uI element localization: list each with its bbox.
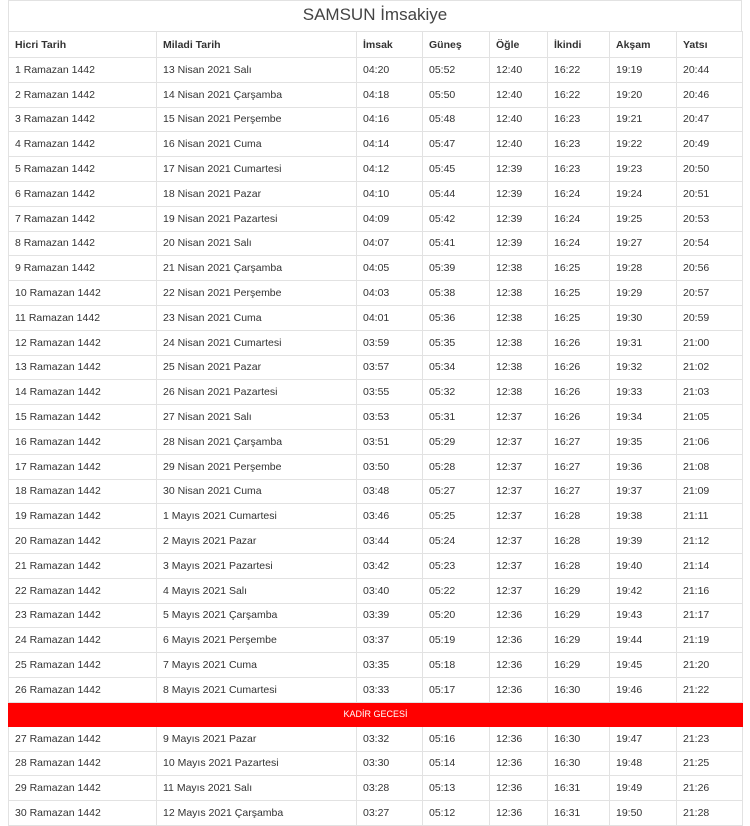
aksam-cell: 19:32 (610, 355, 677, 380)
table-row (9, 504, 743, 529)
gunes-cell: 05:35 (423, 330, 490, 355)
hicri-tarih-cell: 15 Ramazan 1442 (9, 405, 157, 430)
aksam-cell: 19:31 (610, 330, 677, 355)
miladi-tarih-cell: 2 Mayıs 2021 Pazar (157, 529, 357, 554)
aksam-cell: 19:34 (610, 405, 677, 430)
table-row (9, 157, 743, 182)
yatsi-cell: 21:25 (677, 751, 743, 776)
ogle-cell: 12:36 (490, 653, 548, 678)
miladi-tarih-cell: 15 Nisan 2021 Perşembe (157, 107, 357, 132)
imsak-cell: 03:35 (357, 653, 423, 678)
miladi-tarih-cell: 16 Nisan 2021 Cuma (157, 132, 357, 157)
hicri-tarih-cell: 30 Ramazan 1442 (9, 801, 157, 826)
ikindi-cell: 16:27 (548, 479, 610, 504)
ogle-cell: 12:36 (490, 751, 548, 776)
gunes-cell: 05:36 (423, 305, 490, 330)
miladi-tarih-cell: 1 Mayıs 2021 Cumartesi (157, 504, 357, 529)
yatsi-cell: 20:47 (677, 107, 743, 132)
aksam-cell: 19:50 (610, 801, 677, 826)
ogle-cell: 12:36 (490, 628, 548, 653)
imsak-cell: 03:46 (357, 504, 423, 529)
aksam-cell: 19:49 (610, 776, 677, 801)
kadir-gecesi-row (9, 702, 743, 726)
page-title: SAMSUN İmsakiye (8, 0, 742, 31)
yatsi-cell: 20:44 (677, 58, 743, 83)
imsak-cell: 03:28 (357, 776, 423, 801)
ogle-cell: 12:38 (490, 380, 548, 405)
ogle-cell: 12:37 (490, 479, 548, 504)
gunes-cell: 05:12 (423, 801, 490, 826)
ikindi-cell: 16:26 (548, 380, 610, 405)
aksam-cell: 19:46 (610, 677, 677, 702)
hicri-tarih-cell: 13 Ramazan 1442 (9, 355, 157, 380)
header-aksam: Akşam (610, 32, 677, 58)
table-row (9, 578, 743, 603)
aksam-cell: 19:35 (610, 429, 677, 454)
hicri-tarih-cell: 17 Ramazan 1442 (9, 454, 157, 479)
table-row (9, 330, 743, 355)
table-row (9, 677, 743, 702)
miladi-tarih-cell: 10 Mayıs 2021 Pazartesi (157, 751, 357, 776)
header-yatsi: Yatsı (677, 32, 743, 58)
imsak-cell: 03:44 (357, 529, 423, 554)
imsak-cell: 03:51 (357, 429, 423, 454)
yatsi-cell: 20:59 (677, 305, 743, 330)
ikindi-cell: 16:30 (548, 751, 610, 776)
hicri-tarih-cell: 1 Ramazan 1442 (9, 58, 157, 83)
ikindi-cell: 16:27 (548, 454, 610, 479)
table-row (9, 132, 743, 157)
ogle-cell: 12:40 (490, 107, 548, 132)
miladi-tarih-cell: 9 Mayıs 2021 Pazar (157, 726, 357, 751)
yatsi-cell: 21:28 (677, 801, 743, 826)
gunes-cell: 05:48 (423, 107, 490, 132)
imsak-cell: 03:27 (357, 801, 423, 826)
ikindi-cell: 16:25 (548, 256, 610, 281)
aksam-cell: 19:47 (610, 726, 677, 751)
gunes-cell: 05:29 (423, 429, 490, 454)
ikindi-cell: 16:28 (548, 553, 610, 578)
imsak-cell: 04:10 (357, 181, 423, 206)
ogle-cell: 12:37 (490, 429, 548, 454)
miladi-tarih-cell: 12 Mayıs 2021 Çarşamba (157, 801, 357, 826)
yatsi-cell: 21:20 (677, 653, 743, 678)
yatsi-cell: 21:23 (677, 726, 743, 751)
ikindi-cell: 16:22 (548, 82, 610, 107)
hicri-tarih-cell: 3 Ramazan 1442 (9, 107, 157, 132)
gunes-cell: 05:27 (423, 479, 490, 504)
miladi-tarih-cell: 14 Nisan 2021 Çarşamba (157, 82, 357, 107)
imsak-cell: 03:40 (357, 578, 423, 603)
ikindi-cell: 16:26 (548, 355, 610, 380)
yatsi-cell: 20:46 (677, 82, 743, 107)
gunes-cell: 05:52 (423, 58, 490, 83)
yatsi-cell: 21:17 (677, 603, 743, 628)
hicri-tarih-cell: 8 Ramazan 1442 (9, 231, 157, 256)
gunes-cell: 05:17 (423, 677, 490, 702)
gunes-cell: 05:25 (423, 504, 490, 529)
header-hicri-tarih: Hicri Tarih (9, 32, 157, 58)
hicri-tarih-cell: 29 Ramazan 1442 (9, 776, 157, 801)
ogle-cell: 12:36 (490, 603, 548, 628)
header-miladi-tarih: Miladi Tarih (157, 32, 357, 58)
ogle-cell: 12:37 (490, 529, 548, 554)
yatsi-cell: 21:09 (677, 479, 743, 504)
hicri-tarih-cell: 28 Ramazan 1442 (9, 751, 157, 776)
imsak-cell: 04:01 (357, 305, 423, 330)
header-ikindi: İkindi (548, 32, 610, 58)
table-row (9, 181, 743, 206)
table-row (9, 82, 743, 107)
gunes-cell: 05:31 (423, 405, 490, 430)
table-row (9, 256, 743, 281)
aksam-cell: 19:39 (610, 529, 677, 554)
yatsi-cell: 20:54 (677, 231, 743, 256)
ogle-cell: 12:37 (490, 454, 548, 479)
imsak-cell: 03:32 (357, 726, 423, 751)
aksam-cell: 19:37 (610, 479, 677, 504)
hicri-tarih-cell: 20 Ramazan 1442 (9, 529, 157, 554)
gunes-cell: 05:19 (423, 628, 490, 653)
ikindi-cell: 16:29 (548, 578, 610, 603)
imsak-cell: 03:30 (357, 751, 423, 776)
yatsi-cell: 21:08 (677, 454, 743, 479)
gunes-cell: 05:18 (423, 653, 490, 678)
aksam-cell: 19:29 (610, 281, 677, 306)
ogle-cell: 12:36 (490, 776, 548, 801)
table-body (9, 58, 743, 826)
table-row (9, 380, 743, 405)
ogle-cell: 12:39 (490, 231, 548, 256)
aksam-cell: 19:23 (610, 157, 677, 182)
gunes-cell: 05:41 (423, 231, 490, 256)
header-ogle: Öğle (490, 32, 548, 58)
miladi-tarih-cell: 22 Nisan 2021 Perşembe (157, 281, 357, 306)
aksam-cell: 19:45 (610, 653, 677, 678)
yatsi-cell: 21:00 (677, 330, 743, 355)
yatsi-cell: 21:14 (677, 553, 743, 578)
imsak-cell: 03:53 (357, 405, 423, 430)
table-row (9, 355, 743, 380)
imsak-cell: 04:20 (357, 58, 423, 83)
imsak-cell: 03:50 (357, 454, 423, 479)
aksam-cell: 19:22 (610, 132, 677, 157)
hicri-tarih-cell: 16 Ramazan 1442 (9, 429, 157, 454)
miladi-tarih-cell: 18 Nisan 2021 Pazar (157, 181, 357, 206)
gunes-cell: 05:22 (423, 578, 490, 603)
yatsi-cell: 20:53 (677, 206, 743, 231)
hicri-tarih-cell: 27 Ramazan 1442 (9, 726, 157, 751)
ikindi-cell: 16:23 (548, 157, 610, 182)
table-row (9, 305, 743, 330)
yatsi-cell: 20:50 (677, 157, 743, 182)
ogle-cell: 12:38 (490, 330, 548, 355)
hicri-tarih-cell: 12 Ramazan 1442 (9, 330, 157, 355)
hicri-tarih-cell: 19 Ramazan 1442 (9, 504, 157, 529)
table-row (9, 529, 743, 554)
miladi-tarih-cell: 30 Nisan 2021 Cuma (157, 479, 357, 504)
miladi-tarih-cell: 28 Nisan 2021 Çarşamba (157, 429, 357, 454)
hicri-tarih-cell: 2 Ramazan 1442 (9, 82, 157, 107)
gunes-cell: 05:24 (423, 529, 490, 554)
yatsi-cell: 20:56 (677, 256, 743, 281)
table-row (9, 107, 743, 132)
ikindi-cell: 16:24 (548, 181, 610, 206)
yatsi-cell: 20:57 (677, 281, 743, 306)
table-row (9, 726, 743, 751)
aksam-cell: 19:38 (610, 504, 677, 529)
aksam-cell: 19:33 (610, 380, 677, 405)
miladi-tarih-cell: 26 Nisan 2021 Pazartesi (157, 380, 357, 405)
gunes-cell: 05:45 (423, 157, 490, 182)
gunes-cell: 05:34 (423, 355, 490, 380)
gunes-cell: 05:28 (423, 454, 490, 479)
miladi-tarih-cell: 25 Nisan 2021 Pazar (157, 355, 357, 380)
ikindi-cell: 16:30 (548, 726, 610, 751)
imsak-cell: 04:12 (357, 157, 423, 182)
table-row (9, 603, 743, 628)
ogle-cell: 12:36 (490, 677, 548, 702)
gunes-cell: 05:50 (423, 82, 490, 107)
gunes-cell: 05:20 (423, 603, 490, 628)
yatsi-cell: 21:03 (677, 380, 743, 405)
table-row (9, 58, 743, 83)
table-row (9, 405, 743, 430)
ikindi-cell: 16:22 (548, 58, 610, 83)
aksam-cell: 19:27 (610, 231, 677, 256)
hicri-tarih-cell: 14 Ramazan 1442 (9, 380, 157, 405)
imsak-cell: 03:37 (357, 628, 423, 653)
hicri-tarih-cell: 9 Ramazan 1442 (9, 256, 157, 281)
gunes-cell: 05:32 (423, 380, 490, 405)
ikindi-cell: 16:25 (548, 305, 610, 330)
yatsi-cell: 21:02 (677, 355, 743, 380)
hicri-tarih-cell: 25 Ramazan 1442 (9, 653, 157, 678)
ikindi-cell: 16:27 (548, 429, 610, 454)
ikindi-cell: 16:26 (548, 330, 610, 355)
aksam-cell: 19:44 (610, 628, 677, 653)
miladi-tarih-cell: 13 Nisan 2021 Salı (157, 58, 357, 83)
miladi-tarih-cell: 8 Mayıs 2021 Cumartesi (157, 677, 357, 702)
imsak-cell: 03:59 (357, 330, 423, 355)
aksam-cell: 19:19 (610, 58, 677, 83)
hicri-tarih-cell: 11 Ramazan 1442 (9, 305, 157, 330)
table-row (9, 281, 743, 306)
ogle-cell: 12:38 (490, 281, 548, 306)
miladi-tarih-cell: 4 Mayıs 2021 Salı (157, 578, 357, 603)
miladi-tarih-cell: 5 Mayıs 2021 Çarşamba (157, 603, 357, 628)
aksam-cell: 19:30 (610, 305, 677, 330)
imsak-cell: 03:39 (357, 603, 423, 628)
yatsi-cell: 21:22 (677, 677, 743, 702)
yatsi-cell: 21:06 (677, 429, 743, 454)
ogle-cell: 12:36 (490, 801, 548, 826)
aksam-cell: 19:25 (610, 206, 677, 231)
imsak-cell: 04:09 (357, 206, 423, 231)
table-row (9, 628, 743, 653)
gunes-cell: 05:16 (423, 726, 490, 751)
yatsi-cell: 20:49 (677, 132, 743, 157)
table-row (9, 231, 743, 256)
hicri-tarih-cell: 4 Ramazan 1442 (9, 132, 157, 157)
header-row (9, 32, 743, 58)
table-row (9, 479, 743, 504)
yatsi-cell: 21:16 (677, 578, 743, 603)
aksam-cell: 19:28 (610, 256, 677, 281)
imsak-cell: 03:57 (357, 355, 423, 380)
ikindi-cell: 16:29 (548, 628, 610, 653)
hicri-tarih-cell: 26 Ramazan 1442 (9, 677, 157, 702)
hicri-tarih-cell: 5 Ramazan 1442 (9, 157, 157, 182)
table-row (9, 653, 743, 678)
gunes-cell: 05:38 (423, 281, 490, 306)
gunes-cell: 05:44 (423, 181, 490, 206)
yatsi-cell: 21:12 (677, 529, 743, 554)
miladi-tarih-cell: 11 Mayıs 2021 Salı (157, 776, 357, 801)
ikindi-cell: 16:24 (548, 206, 610, 231)
aksam-cell: 19:36 (610, 454, 677, 479)
yatsi-cell: 20:51 (677, 181, 743, 206)
table-row (9, 553, 743, 578)
ikindi-cell: 16:26 (548, 405, 610, 430)
table-row (9, 801, 743, 826)
ogle-cell: 12:37 (490, 553, 548, 578)
ogle-cell: 12:37 (490, 405, 548, 430)
ikindi-cell: 16:23 (548, 132, 610, 157)
hicri-tarih-cell: 6 Ramazan 1442 (9, 181, 157, 206)
ogle-cell: 12:38 (490, 305, 548, 330)
yatsi-cell: 21:19 (677, 628, 743, 653)
hicri-tarih-cell: 23 Ramazan 1442 (9, 603, 157, 628)
imsak-cell: 04:18 (357, 82, 423, 107)
hicri-tarih-cell: 24 Ramazan 1442 (9, 628, 157, 653)
miladi-tarih-cell: 27 Nisan 2021 Salı (157, 405, 357, 430)
imsak-cell: 04:16 (357, 107, 423, 132)
imsak-cell: 04:03 (357, 281, 423, 306)
yatsi-cell: 21:11 (677, 504, 743, 529)
ikindi-cell: 16:31 (548, 776, 610, 801)
aksam-cell: 19:43 (610, 603, 677, 628)
gunes-cell: 05:14 (423, 751, 490, 776)
table-row (9, 751, 743, 776)
hicri-tarih-cell: 18 Ramazan 1442 (9, 479, 157, 504)
ogle-cell: 12:40 (490, 58, 548, 83)
imsak-cell: 04:07 (357, 231, 423, 256)
aksam-cell: 19:24 (610, 181, 677, 206)
ikindi-cell: 16:30 (548, 677, 610, 702)
imsak-cell: 04:14 (357, 132, 423, 157)
table-row (9, 429, 743, 454)
aksam-cell: 19:40 (610, 553, 677, 578)
hicri-tarih-cell: 10 Ramazan 1442 (9, 281, 157, 306)
imsak-cell: 04:05 (357, 256, 423, 281)
gunes-cell: 05:23 (423, 553, 490, 578)
aksam-cell: 19:48 (610, 751, 677, 776)
ikindi-cell: 16:23 (548, 107, 610, 132)
ikindi-cell: 16:29 (548, 603, 610, 628)
aksam-cell: 19:20 (610, 82, 677, 107)
table-row (9, 206, 743, 231)
miladi-tarih-cell: 23 Nisan 2021 Cuma (157, 305, 357, 330)
ogle-cell: 12:39 (490, 206, 548, 231)
ikindi-cell: 16:28 (548, 504, 610, 529)
miladi-tarih-cell: 3 Mayıs 2021 Pazartesi (157, 553, 357, 578)
imsakiye-container (8, 0, 742, 826)
imsak-cell: 03:33 (357, 677, 423, 702)
header-imsak: İmsak (357, 32, 423, 58)
ikindi-cell: 16:25 (548, 281, 610, 306)
imsak-cell: 03:48 (357, 479, 423, 504)
imsakiye-table (8, 31, 743, 826)
ikindi-cell: 16:29 (548, 653, 610, 678)
aksam-cell: 19:21 (610, 107, 677, 132)
miladi-tarih-cell: 6 Mayıs 2021 Perşembe (157, 628, 357, 653)
hicri-tarih-cell: 22 Ramazan 1442 (9, 578, 157, 603)
imsak-cell: 03:42 (357, 553, 423, 578)
miladi-tarih-cell: 7 Mayıs 2021 Cuma (157, 653, 357, 678)
hicri-tarih-cell: 7 Ramazan 1442 (9, 206, 157, 231)
hicri-tarih-cell: 21 Ramazan 1442 (9, 553, 157, 578)
gunes-cell: 05:39 (423, 256, 490, 281)
ogle-cell: 12:38 (490, 355, 548, 380)
ogle-cell: 12:39 (490, 181, 548, 206)
miladi-tarih-cell: 24 Nisan 2021 Cumartesi (157, 330, 357, 355)
gunes-cell: 05:13 (423, 776, 490, 801)
miladi-tarih-cell: 20 Nisan 2021 Salı (157, 231, 357, 256)
miladi-tarih-cell: 21 Nisan 2021 Çarşamba (157, 256, 357, 281)
gunes-cell: 05:47 (423, 132, 490, 157)
gunes-cell: 05:42 (423, 206, 490, 231)
kadir-gecesi-label: KADİR GECESİ (9, 702, 743, 726)
ogle-cell: 12:40 (490, 132, 548, 157)
miladi-tarih-cell: 17 Nisan 2021 Cumartesi (157, 157, 357, 182)
ogle-cell: 12:38 (490, 256, 548, 281)
ogle-cell: 12:40 (490, 82, 548, 107)
yatsi-cell: 21:05 (677, 405, 743, 430)
ogle-cell: 12:36 (490, 726, 548, 751)
aksam-cell: 19:42 (610, 578, 677, 603)
imsak-cell: 03:55 (357, 380, 423, 405)
ikindi-cell: 16:28 (548, 529, 610, 554)
ikindi-cell: 16:24 (548, 231, 610, 256)
ogle-cell: 12:37 (490, 504, 548, 529)
table-row (9, 454, 743, 479)
miladi-tarih-cell: 29 Nisan 2021 Perşembe (157, 454, 357, 479)
ikindi-cell: 16:31 (548, 801, 610, 826)
yatsi-cell: 21:26 (677, 776, 743, 801)
table-row (9, 776, 743, 801)
ogle-cell: 12:37 (490, 578, 548, 603)
miladi-tarih-cell: 19 Nisan 2021 Pazartesi (157, 206, 357, 231)
ogle-cell: 12:39 (490, 157, 548, 182)
header-gunes: Güneş (423, 32, 490, 58)
